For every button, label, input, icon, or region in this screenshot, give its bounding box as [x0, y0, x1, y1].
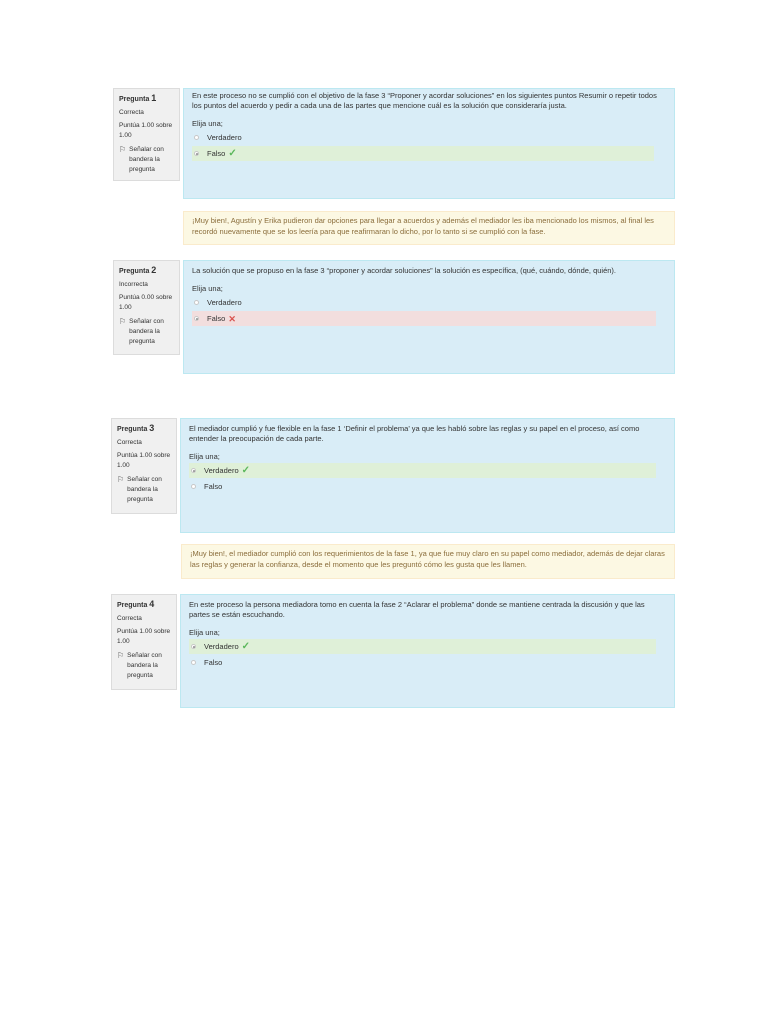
- answer-option-falso[interactable]: [189, 655, 666, 670]
- radio-button[interactable]: [191, 484, 196, 489]
- question-content: [180, 594, 675, 708]
- question-num: 3: [149, 423, 155, 433]
- question-num: 2: [151, 265, 157, 275]
- answer-option-falso[interactable]: [192, 146, 654, 161]
- question-num: 1: [151, 93, 157, 103]
- radio-button-selected[interactable]: [191, 468, 196, 473]
- flag-label: Señalar con bandera la pregunta: [129, 318, 164, 345]
- question-num: 4: [149, 599, 155, 609]
- flag-icon: ⚐: [119, 145, 127, 154]
- radio-button[interactable]: [194, 300, 199, 305]
- option-label: Verdadero: [207, 297, 242, 307]
- answer-prompt: Elija una;: [192, 119, 223, 128]
- question-score: Puntúa 1.00 sobre 1.00: [119, 122, 173, 139]
- question-info: [111, 594, 177, 690]
- question-label: Pregunta: [117, 426, 148, 433]
- answer-option-falso[interactable]: [189, 479, 666, 494]
- question-number: [117, 423, 171, 435]
- question-status: Correcta: [117, 615, 142, 622]
- option-label: Falso: [204, 657, 223, 667]
- flag-icon: ⚐: [117, 475, 125, 484]
- check-icon: ✓: [241, 640, 251, 652]
- option-label: Verdadero: [204, 641, 239, 651]
- radio-button-selected[interactable]: [194, 151, 199, 156]
- check-icon: ✓: [228, 147, 237, 159]
- flag-question-link[interactable]: [119, 145, 174, 175]
- question-text: En este proceso no se cumplió con el objetivo de la fase 3 “Proponer y acordar soluciones” en los siguientes puntos Resumir o repetir todos los puntos del acuerdo y pedir a cada una de las partes que mencione cuál es la solución que consideraría justa.: [192, 91, 657, 110]
- question-content: [180, 418, 675, 533]
- question-score: Puntúa 1.00 sobre 1.00: [117, 452, 171, 469]
- question-label: Pregunta: [119, 96, 150, 103]
- flag-question-link[interactable]: [119, 317, 174, 347]
- question-number: [117, 599, 171, 611]
- option-label: Falso: [204, 481, 223, 491]
- answer-option-verdadero[interactable]: [189, 463, 656, 478]
- answer-prompt: Elija una;: [192, 284, 223, 293]
- option-label: Falso: [207, 148, 226, 158]
- radio-button[interactable]: [194, 135, 199, 140]
- question-content: [183, 260, 675, 374]
- question-status: Correcta: [117, 439, 142, 446]
- answer-option-falso[interactable]: [192, 311, 656, 326]
- question-number: [119, 265, 174, 277]
- flag-icon: ⚐: [119, 317, 127, 326]
- answer-option-verdadero[interactable]: [192, 130, 666, 145]
- answer-option-verdadero[interactable]: [192, 295, 666, 310]
- option-label: Verdadero: [207, 132, 242, 142]
- question-info: [113, 260, 180, 355]
- flag-label: Señalar con bandera la pregunta: [127, 476, 162, 503]
- cross-icon: ✕: [228, 313, 236, 324]
- question-content: [183, 88, 675, 199]
- question-text: El mediador cumplió y fue flexible en la fase 1 ‘Definir el problema’ ya que les habló sobre las reglas y su papel en el proceso, así como entender la preocupación de cada parte.: [189, 424, 640, 443]
- option-label: Verdadero: [204, 465, 239, 475]
- flag-label: Señalar con bandera la pregunta: [129, 146, 164, 173]
- flag-icon: ⚐: [117, 651, 125, 660]
- flag-label: Señalar con bandera la pregunta: [127, 652, 162, 679]
- question-status: Correcta: [119, 109, 144, 116]
- flag-question-link[interactable]: [117, 475, 171, 505]
- answer-prompt: Elija una;: [189, 628, 220, 637]
- question-status: Incorrecta: [119, 281, 148, 288]
- check-icon: ✓: [241, 464, 251, 476]
- question-info: [113, 88, 180, 181]
- answer-prompt: Elija una;: [189, 452, 220, 461]
- radio-button[interactable]: [191, 660, 196, 665]
- question-number: [119, 93, 174, 105]
- question-1-feedback: ¡Muy bien!, Agustín y Erika pudieron dar opciones para llegar a acuerdos y además el mediador les iba mencionado los mismos, al final les recordó nuevamente que se los leería para que reafirmaran lo dicho, por lo tanto si se cumplió con la fase.: [183, 211, 675, 245]
- option-label: Falso: [207, 313, 226, 323]
- question-label: Pregunta: [117, 602, 148, 609]
- question-text: En este proceso la persona mediadora tomo en cuenta la fase 2 “Aclarar el problema” donde se mantiene centrada la discusión y que las partes se están escuchando.: [189, 600, 645, 619]
- radio-button-selected[interactable]: [194, 316, 199, 321]
- question-label: Pregunta: [119, 268, 150, 275]
- answer-option-verdadero[interactable]: [189, 639, 656, 654]
- question-info: [111, 418, 177, 514]
- question-3-feedback: ¡Muy bien!, el mediador cumplió con los requerimientos de la fase 1, ya que fue muy claro en su papel como mediador, además de dejar claras las reglas y generar la confianza, desde el momento que les preguntó cómo les gusta que les llamen.: [181, 544, 675, 579]
- question-score: Puntúa 0.00 sobre 1.00: [119, 294, 173, 311]
- radio-button-selected[interactable]: [191, 644, 196, 649]
- question-score: Puntúa 1.00 sobre 1.00: [117, 628, 171, 645]
- flag-question-link[interactable]: [117, 651, 171, 681]
- question-text: La solución que se propuso en la fase 3 “proponer y acordar soluciones” la solución es específica, (qué, cuándo, dónde, quién).: [192, 266, 617, 275]
